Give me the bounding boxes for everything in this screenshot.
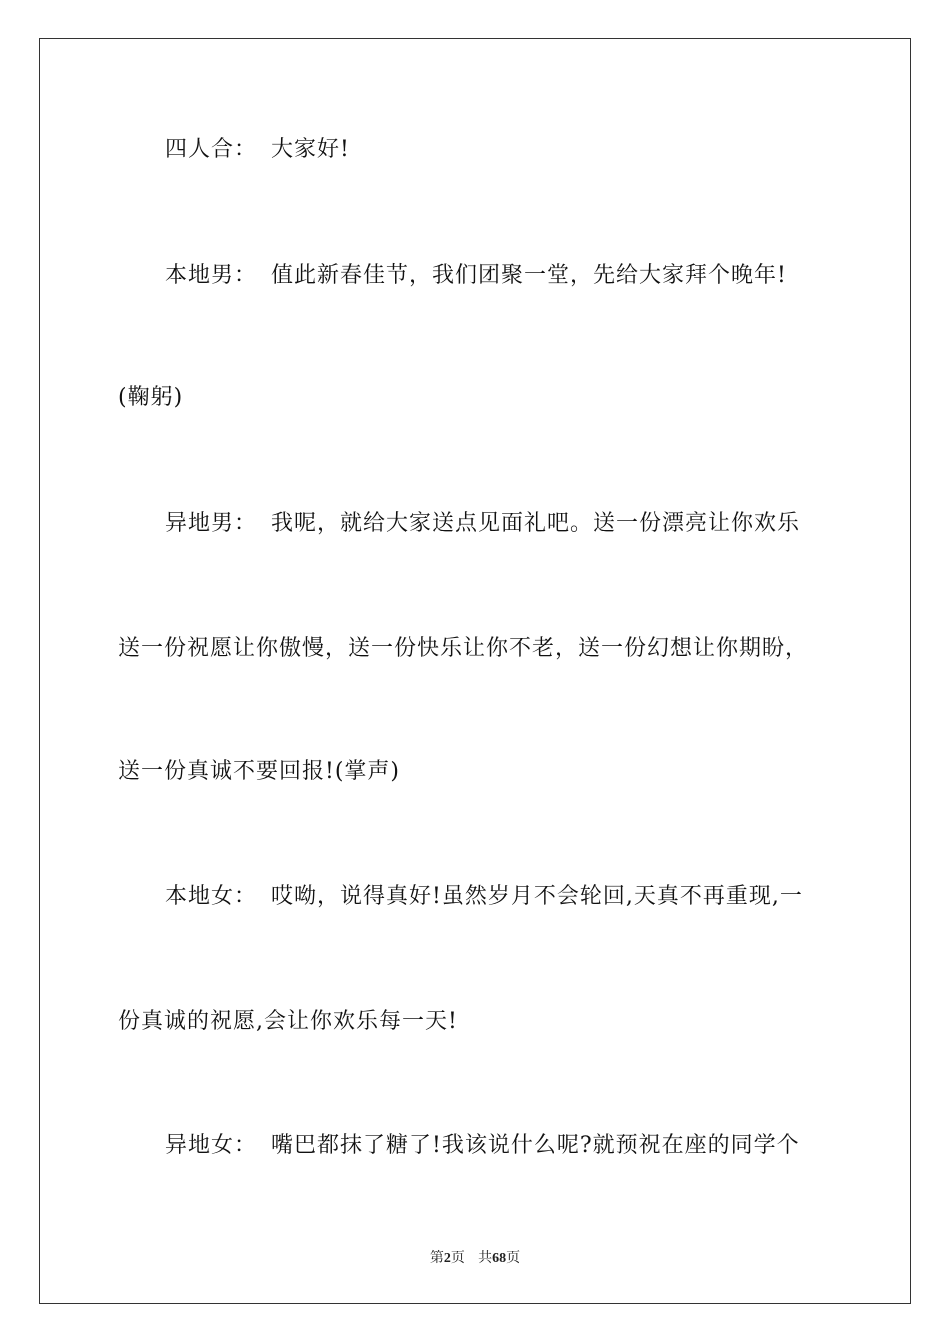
speaker-label: 本地男： [165, 263, 258, 288]
dialogue-line [165, 509, 885, 539]
speaker-label: 异地女： [165, 1133, 258, 1158]
dialogue-line [118, 1007, 838, 1037]
footer-page-suffix: 页 [450, 1250, 465, 1266]
footer-total-suffix: 页 [506, 1250, 521, 1266]
speaker-label: 异地男： [165, 511, 258, 536]
line-text: 嘴巴都抹了糖了!我该说什么呢?就预祝在座的同学个 [271, 1133, 800, 1158]
line-text: 份真诚的祝愿,会让你欢乐每一天! [118, 1009, 458, 1034]
line-text: 大家好! [271, 137, 350, 162]
footer-total-prefix: 共 [478, 1250, 493, 1266]
dialogue-line [165, 882, 885, 912]
dialogue-line [118, 634, 838, 664]
line-text: 送一份真诚不要回报!(掌声) [118, 759, 401, 784]
dialogue-line [118, 757, 838, 787]
speaker-label: 四人合： [165, 137, 258, 162]
current-page-number: 2 [443, 1251, 451, 1266]
dialogue-line [165, 261, 885, 291]
page-footer [0, 1248, 950, 1269]
line-text: (鞠躬) [118, 385, 184, 410]
dialogue-line [165, 135, 885, 165]
line-text: 送一份祝愿让你傲慢，送一份快乐让你不老，送一份幻想让你期盼， [118, 636, 809, 661]
line-text: 值此新春佳节，我们团聚一堂，先给大家拜个晚年! [271, 263, 787, 288]
footer-prefix: 第 [429, 1250, 444, 1266]
speaker-label: 本地女： [165, 884, 258, 909]
page-frame [39, 38, 911, 1304]
total-page-count: 68 [492, 1251, 507, 1266]
line-text: 哎呦，说得真好!虽然岁月不会轮回,天真不再重现,一 [271, 884, 803, 909]
dialogue-line [165, 1131, 885, 1161]
line-text: 我呢，就给大家送点见面礼吧。送一份漂亮让你欢乐 [271, 511, 801, 536]
dialogue-line [118, 383, 838, 413]
